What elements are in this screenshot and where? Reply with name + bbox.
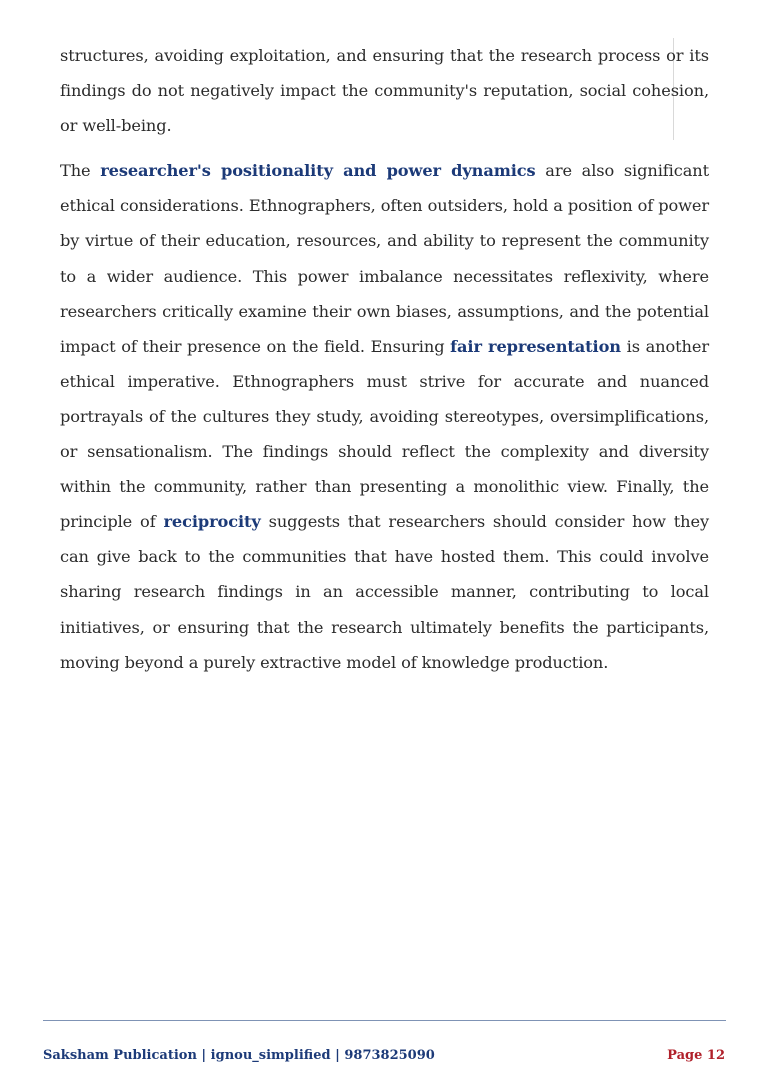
footer-divider: [43, 1020, 726, 1021]
paragraph-2-text-1: The: [60, 161, 101, 181]
keyword-fair-representation: fair representation: [450, 336, 621, 356]
paragraph-1-text: structures, avoiding exploitation, and ensuring that the research process or its findings do not negatively impact the community's reputation, social cohesion, or well-being.: [60, 46, 709, 136]
footer-publisher: Saksham Publication | ignou_simplified | 9873825090: [43, 1048, 435, 1063]
page-number: Page 12: [667, 1048, 725, 1063]
paragraph-2-text-3: is another ethical imperative. Ethnographers must strive for accurate and nuanced portrayals of the cultures they study, avoiding stereotypes, oversimplifications, or sensationalism. The findings should reflect the complexity and diversity within the community, rather than presenting a monolithic view. Finally, the principle of: [60, 336, 710, 532]
paragraph-2-text-2: are also significant ethical considerations. Ethnographers, often outsiders, hold a position of power by virtue of their education, resources, and ability to represent the community to a wider audience. This power imbalance necessitates reflexivity, where researchers critically examine their own biases, assumptions, and the potential impact of their presence on the field. Ensuring: [60, 161, 709, 356]
keyword-reciprocity: reciprocity: [163, 512, 261, 532]
paragraph-1: [60, 38, 709, 143]
keyword-positionality: researcher's positionality and power dynamics: [100, 161, 536, 181]
paragraph-2: [60, 153, 709, 679]
paragraph-2-text-4: suggests that researchers should consider how they can give back to the communities that have hosted them. This could involve sharing research findings in an accessible manner, contributing to local initiatives, or ensuring that the research ultimately benefits the participants, moving beyond a purely extractive model of knowledge production.: [60, 512, 709, 672]
page-body: [60, 38, 709, 680]
